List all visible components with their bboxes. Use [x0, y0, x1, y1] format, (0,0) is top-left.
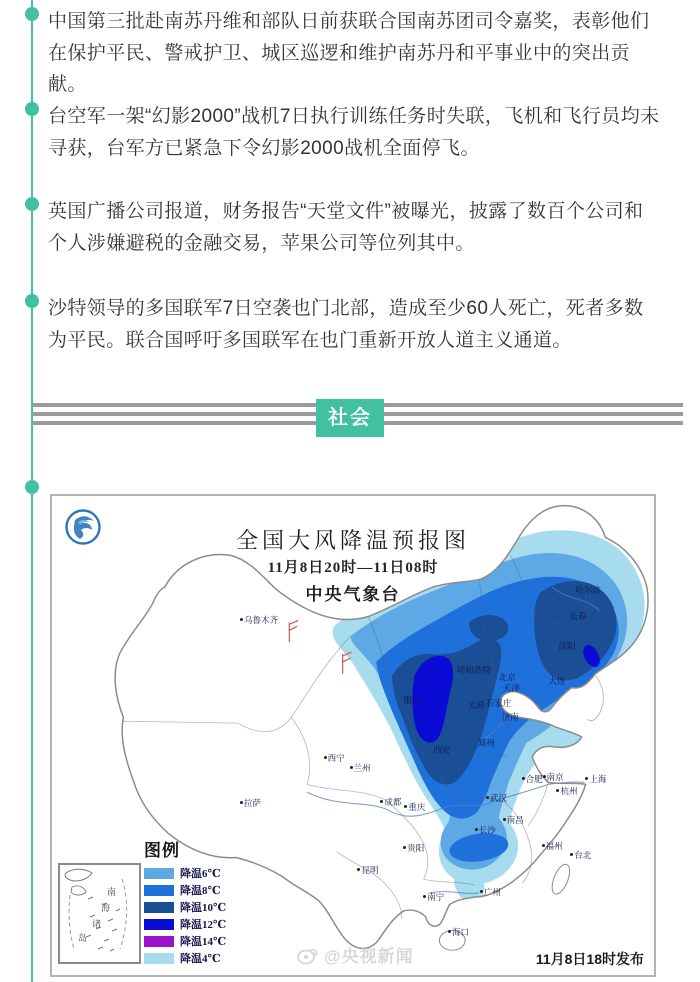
timeline-bullet-icon — [25, 197, 39, 211]
city-label: 重庆 — [408, 802, 426, 813]
weather-map-image — [50, 494, 656, 977]
legend-label: 降温6℃ — [180, 868, 221, 880]
section-badge-society: 社会 — [316, 399, 384, 437]
legend-rows — [144, 867, 226, 964]
city-label: 南宁 — [427, 891, 445, 902]
city-label: 上海 — [589, 774, 607, 785]
news-text: 中国第三批赴南苏丹维和部队日前获联合国南苏团司令嘉奖，表彰他们在保护平民、警戒护卫、城区巡逻和维护南苏丹和平事业中的突出贡献。 — [48, 11, 650, 95]
city-label: 成都 — [384, 797, 402, 808]
south-china-sea-inset — [58, 863, 141, 964]
legend-row — [144, 867, 226, 879]
legend-label: 降温10℃ — [180, 902, 227, 914]
city-label: 银川 — [403, 695, 421, 706]
legend-row — [144, 952, 226, 964]
korea-coast — [588, 676, 604, 721]
city-label: 北京 — [498, 671, 516, 682]
svg-text:南: 南 — [107, 887, 117, 897]
city-label: 贵阳 — [407, 842, 425, 853]
news-item — [48, 293, 660, 356]
city-label: 呼和浩特 — [456, 664, 491, 675]
legend-row — [144, 884, 226, 896]
legend-swatch — [144, 902, 174, 913]
city-label: 昆明 — [361, 865, 379, 876]
timeline-bullet-icon — [25, 294, 39, 308]
city-label: 南昌 — [506, 814, 524, 825]
city-label: 沈阳 — [558, 641, 576, 652]
news-text: 台空军一架“幻影2000”战机7日执行训练任务时失联，飞机和飞行员均未寻获，台军方已紧急下令幻影2000战机全面停飞。 — [48, 106, 660, 159]
legend-row — [144, 901, 226, 913]
map-period: 11月8日20时—11日08时 — [267, 560, 439, 576]
news-text: 英国广播公司报道，财务报告“天堂文件”被曝光，披露了数百个公司和个人涉嫌避税的金融交易，苹果公司等位列其中。 — [48, 201, 644, 254]
release-timestamp: 11月8日18时发布 — [535, 951, 644, 967]
legend-swatch — [144, 885, 174, 896]
weibo-watermark — [296, 942, 414, 967]
legend-swatch — [144, 919, 174, 930]
legend-label: 降温12℃ — [180, 919, 227, 931]
legend-row — [144, 935, 226, 947]
map-title: 全国大风降温预报图 — [235, 528, 470, 553]
news-item — [48, 196, 660, 259]
news-item — [48, 101, 660, 164]
city-label: 西宁 — [327, 752, 345, 763]
news-text: 沙特领导的多国联军7日空袭也门北部，造成至少60人死亡，死者多数为平民。联合国呼吁多国联军在也门重新开放人道主义通道。 — [48, 298, 644, 351]
watermark-handle: @央视新闻 — [324, 947, 414, 966]
legend-row — [144, 918, 226, 930]
svg-text:海: 海 — [101, 903, 111, 913]
hainan-island — [439, 931, 465, 951]
city-label: 海口 — [452, 926, 470, 937]
city-label: 大连 — [548, 675, 566, 686]
city-label: 兰州 — [353, 762, 371, 773]
city-label: 南京 — [546, 772, 564, 783]
svg-text:岛: 岛 — [78, 933, 88, 943]
city-label: 郑州 — [477, 737, 495, 748]
legend-label: 降温14℃ — [180, 936, 227, 948]
city-label: 合肥 — [525, 774, 543, 785]
svg-text:诸: 诸 — [92, 919, 102, 929]
city-label: 乌鲁木齐 — [244, 615, 279, 626]
legend-swatch — [144, 936, 174, 947]
city-label: 哈尔滨 — [575, 584, 601, 595]
legend-title: 图例 — [144, 841, 180, 860]
city-label: 拉萨 — [244, 798, 262, 809]
weibo-eye-icon — [296, 945, 320, 965]
city-label: 太原 — [467, 700, 485, 711]
news-item — [48, 6, 660, 101]
city-label: 杭州 — [560, 786, 578, 797]
city-label: 长沙 — [478, 824, 496, 835]
timeline-bullet-icon — [25, 480, 39, 494]
city-label: 长春 — [569, 611, 587, 622]
city-label: 福州 — [545, 840, 563, 851]
map-legend — [144, 836, 226, 969]
timeline-bullet-icon — [25, 7, 39, 21]
timeline-bullet-icon — [25, 102, 39, 116]
map-agency: 中央气象台 — [305, 585, 401, 604]
legend-swatch — [144, 868, 174, 879]
legend-label: 降温4℃ — [180, 953, 221, 965]
city-label: 济南 — [501, 712, 519, 723]
city-label: 天津 — [502, 682, 520, 693]
city-label: 广州 — [483, 887, 501, 898]
legend-swatch — [144, 953, 174, 964]
city-label: 西安 — [433, 744, 451, 755]
taiwan-island — [549, 862, 574, 896]
city-label: 石家庄 — [485, 698, 512, 709]
legend-label: 降温8℃ — [180, 885, 221, 897]
city-label: 武汉 — [489, 793, 507, 804]
city-label: 台北 — [574, 850, 592, 861]
